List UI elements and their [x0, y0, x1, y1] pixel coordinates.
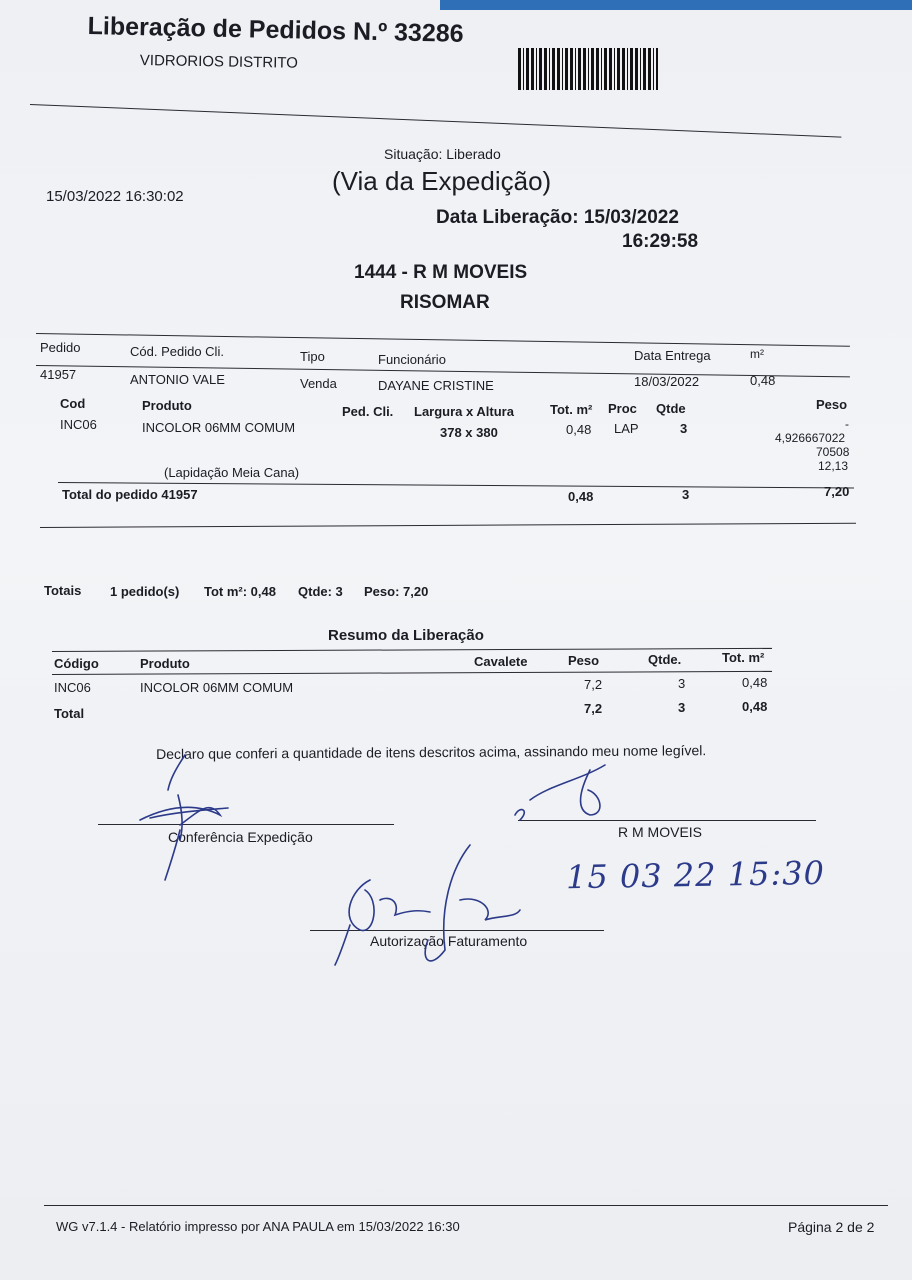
pedido-bottom-line: [40, 523, 856, 528]
item-col-peso: Peso: [816, 397, 848, 412]
col-data-entrega: Data Entrega: [634, 348, 711, 363]
top-band: [440, 0, 912, 10]
pedido-cod-cli: ANTONIO VALE: [130, 372, 225, 387]
resumo-title: Resumo da Liberação: [328, 627, 484, 644]
pedido-funcionario: DAYANE CRISTINE: [378, 378, 494, 393]
document-title: Liberação de Pedidos N.º 33286: [87, 12, 464, 48]
data-liberacao: Data Liberação: 15/03/2022: [436, 207, 679, 228]
col-funcionario: Funcionário: [378, 352, 446, 367]
resumo-total-label: Total: [54, 706, 85, 721]
item-peso-line1: 4,926667022: [775, 431, 846, 445]
item-col-cod: Cod: [60, 396, 86, 411]
item-proc: LAP: [614, 421, 639, 436]
pedido-number: 41957: [40, 367, 77, 382]
cliente-signature: [510, 760, 630, 830]
resumo-total-qtde: 3: [678, 700, 686, 715]
totais-qtde: Qtde: 3: [298, 584, 343, 599]
cliente-nome: RISOMAR: [400, 292, 490, 313]
pedido-m2: 0,48: [750, 373, 776, 388]
company-name: VIDRORIOS DISTRITO: [139, 52, 299, 72]
handwritten-date: 15 03 22 15:30: [565, 853, 826, 897]
item-peso-dash: -: [845, 417, 849, 431]
resumo-col-qtde: Qtde.: [648, 652, 682, 667]
autorizacao-label: Autorização Faturamento: [370, 933, 528, 949]
footer-line: [44, 1205, 888, 1206]
totais-pedidos: 1 pedido(s): [110, 584, 180, 599]
item-observacao: (Lapidação Meia Cana): [164, 465, 300, 480]
col-m2: m²: [750, 347, 764, 361]
col-tipo: Tipo: [300, 349, 325, 364]
pedido-total-label: Total do pedido 41957: [62, 487, 198, 502]
pedido-total-m2: 0,48: [568, 489, 594, 504]
autorizacao-signature: [320, 840, 540, 980]
header-divider: [30, 104, 841, 138]
hora-liberacao: 16:29:58: [622, 231, 699, 252]
item-tot-m2: 0,48: [566, 422, 592, 437]
footer-report-info: WG v7.1.4 - Relatório impresso por ANA PAULA em 15/03/2022 16:30: [56, 1219, 460, 1234]
resumo-col-produto: Produto: [140, 656, 190, 671]
totais-tot-m2: Tot m²: 0,48: [204, 584, 276, 599]
cliente-codigo: 1444 - R M MOVEIS: [354, 262, 528, 283]
item-cod: INC06: [60, 417, 97, 432]
conferencia-signature: [120, 740, 250, 890]
totais-label: Totais: [44, 583, 82, 598]
resumo-row-codigo: INC06: [54, 680, 91, 695]
resumo-row-qtde: 3: [678, 676, 686, 691]
item-largura-altura: 378 x 380: [440, 425, 498, 440]
resumo-total-peso: 7,2: [584, 701, 603, 716]
item-col-ped-cli: Ped. Cli.: [342, 404, 394, 419]
pedido-total-peso: 7,20: [824, 484, 850, 499]
item-peso-line3: 12,13: [818, 459, 849, 473]
resumo-col-codigo: Código: [54, 656, 99, 671]
resumo-col-peso: Peso: [568, 653, 600, 668]
item-col-qtde: Qtde: [656, 401, 686, 416]
resumo-row-peso: 7,2: [584, 677, 603, 692]
item-peso-line2: 70508: [816, 445, 850, 459]
resumo-header-line: [52, 671, 772, 675]
totais-peso: Peso: 7,20: [364, 584, 429, 599]
resumo-row-produto: INCOLOR 06MM COMUM: [140, 680, 294, 695]
pedido-data-entrega: 18/03/2022: [634, 374, 700, 389]
resumo-col-tot-m2: Tot. m²: [722, 650, 765, 665]
via-label: (Via da Expedição): [332, 166, 552, 196]
pedido-total-qtde: 3: [682, 487, 690, 502]
footer-page-number: Página 2 de 2: [788, 1219, 875, 1235]
cliente-sign-label: R M MOVEIS: [618, 824, 703, 840]
item-col-produto: Produto: [142, 398, 192, 413]
item-col-largura-altura: Largura x Altura: [414, 404, 514, 419]
item-qtde: 3: [680, 421, 688, 436]
situacao-status: Situação: Liberado: [384, 146, 501, 162]
conferencia-label: Conferência Expedição: [168, 829, 313, 845]
resumo-total-tot-m2: 0,48: [742, 699, 768, 714]
pedido-tipo: Venda: [300, 376, 337, 391]
item-produto: INCOLOR 06MM COMUM: [142, 420, 296, 435]
declaration-text: Declaro que conferi a quantidade de itens descritos acima, assinando meu nome legível.: [156, 742, 707, 762]
resumo-row-tot-m2: 0,48: [742, 675, 768, 690]
resumo-col-cavalete: Cavalete: [474, 654, 528, 669]
barcode: [518, 48, 658, 90]
item-col-tot-m2: Tot. m²: [550, 402, 593, 417]
col-cod-cli: Cód. Pedido Cli.: [130, 344, 224, 359]
col-pedido: Pedido: [40, 340, 81, 355]
item-col-proc: Proc: [608, 401, 637, 416]
print-timestamp: 15/03/2022 16:30:02: [46, 188, 184, 205]
